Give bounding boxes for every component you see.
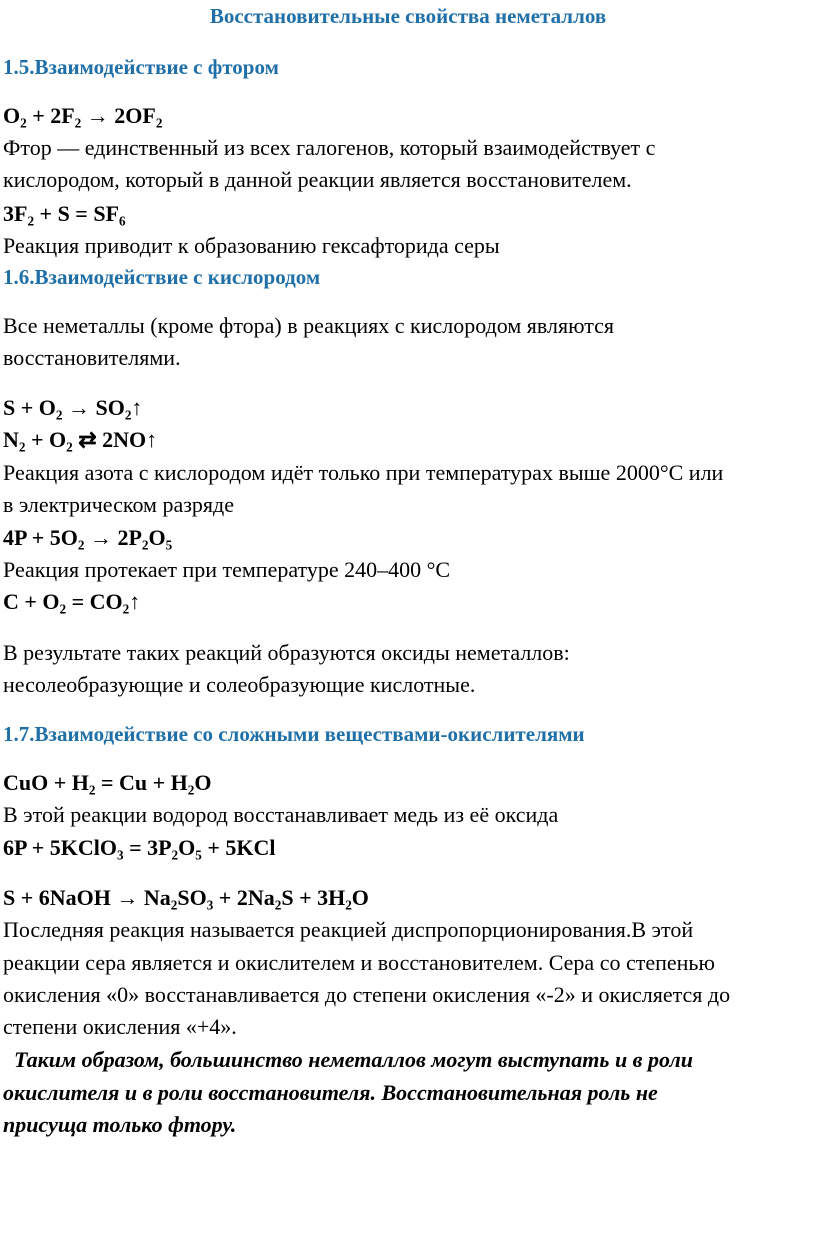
paragraph-line: несолеобразующие и солеобразующие кислотные. xyxy=(3,672,476,697)
paragraph-line: Реакция протекает при температуре 240–400 °C xyxy=(3,557,451,582)
page-title: Восстановительные свойства неметаллов xyxy=(209,4,607,28)
paragraph-line: в электрическом разряде xyxy=(3,492,234,517)
equation-s-naoh: S + 6NaOH → Na₂SO₃ + 2Na₂S + 3H₂O xyxy=(3,885,369,910)
equation-n2-o2: N₂ + O₂ ⇄ 2NO↑ xyxy=(3,427,158,452)
paragraph-line: Последняя реакция называется реакцией диспропорционирования.В этой xyxy=(3,917,694,942)
paragraph-line: реакции сера является и окислителем и восстановителем. Сера со степенью xyxy=(3,950,715,975)
paragraph-line: кислородом, который в данной реакции является восстановителем. xyxy=(3,167,632,192)
conclusion-line: присуща только фтору. xyxy=(3,1112,237,1137)
paragraph-line: Все неметаллы (кроме фтора) в реакциях с кислородом являются xyxy=(3,313,615,338)
equation-f2-s: 3F₂ + S = SF₆ xyxy=(3,201,126,226)
paragraph-line: В результате таких реакций образуются оксиды неметаллов: xyxy=(3,640,570,665)
equation-p-kclo3: 6P + 5KClO₃ = 3P₂O₅ + 5KCl xyxy=(3,835,276,860)
equation-c-o2: C + O₂ = CO₂↑ xyxy=(3,589,141,614)
equation-cuo-h2: CuO + H₂ = Cu + H₂O xyxy=(3,770,212,795)
paragraph-line: Фтор — единственный из всех галогенов, который взаимодействует с xyxy=(3,135,656,160)
equation-s-o2: S + O₂ → SO₂↑ xyxy=(3,395,143,420)
paragraph-line: восстановителями. xyxy=(3,345,181,370)
section-heading-1-7: 1.7.Взаимодействие со сложными веществами-окислителями xyxy=(3,722,585,746)
equation-o2-f2: O₂ + 2F₂ → 2OF₂ xyxy=(3,103,163,128)
section-heading-1-6: 1.6.Взаимодействие с кислородом xyxy=(3,265,321,289)
paragraph-line: Реакция приводит к образованию гексафторида серы xyxy=(3,233,500,258)
paragraph-line: Реакция азота с кислородом идёт только при температурах выше 2000°C или xyxy=(3,460,724,485)
conclusion-line: окислителя и в роли восстановителя. Восстановительная роль не xyxy=(3,1080,658,1105)
equation-p-o2: 4P + 5O₂ → 2P₂O₅ xyxy=(3,525,173,550)
paragraph-line: В этой реакции водород восстанавливает медь из её оксида xyxy=(3,802,559,827)
paragraph-line: окисления «0» восстанавливается до степени окисления «-2» и окисляется до xyxy=(3,982,731,1007)
conclusion-line: Таким образом, большинство неметаллов могут выступать и в роли xyxy=(14,1047,693,1072)
paragraph-line: степени окисления «+4». xyxy=(3,1014,237,1039)
section-heading-1-5: 1.5.Взаимодействие с фтором xyxy=(3,55,279,79)
